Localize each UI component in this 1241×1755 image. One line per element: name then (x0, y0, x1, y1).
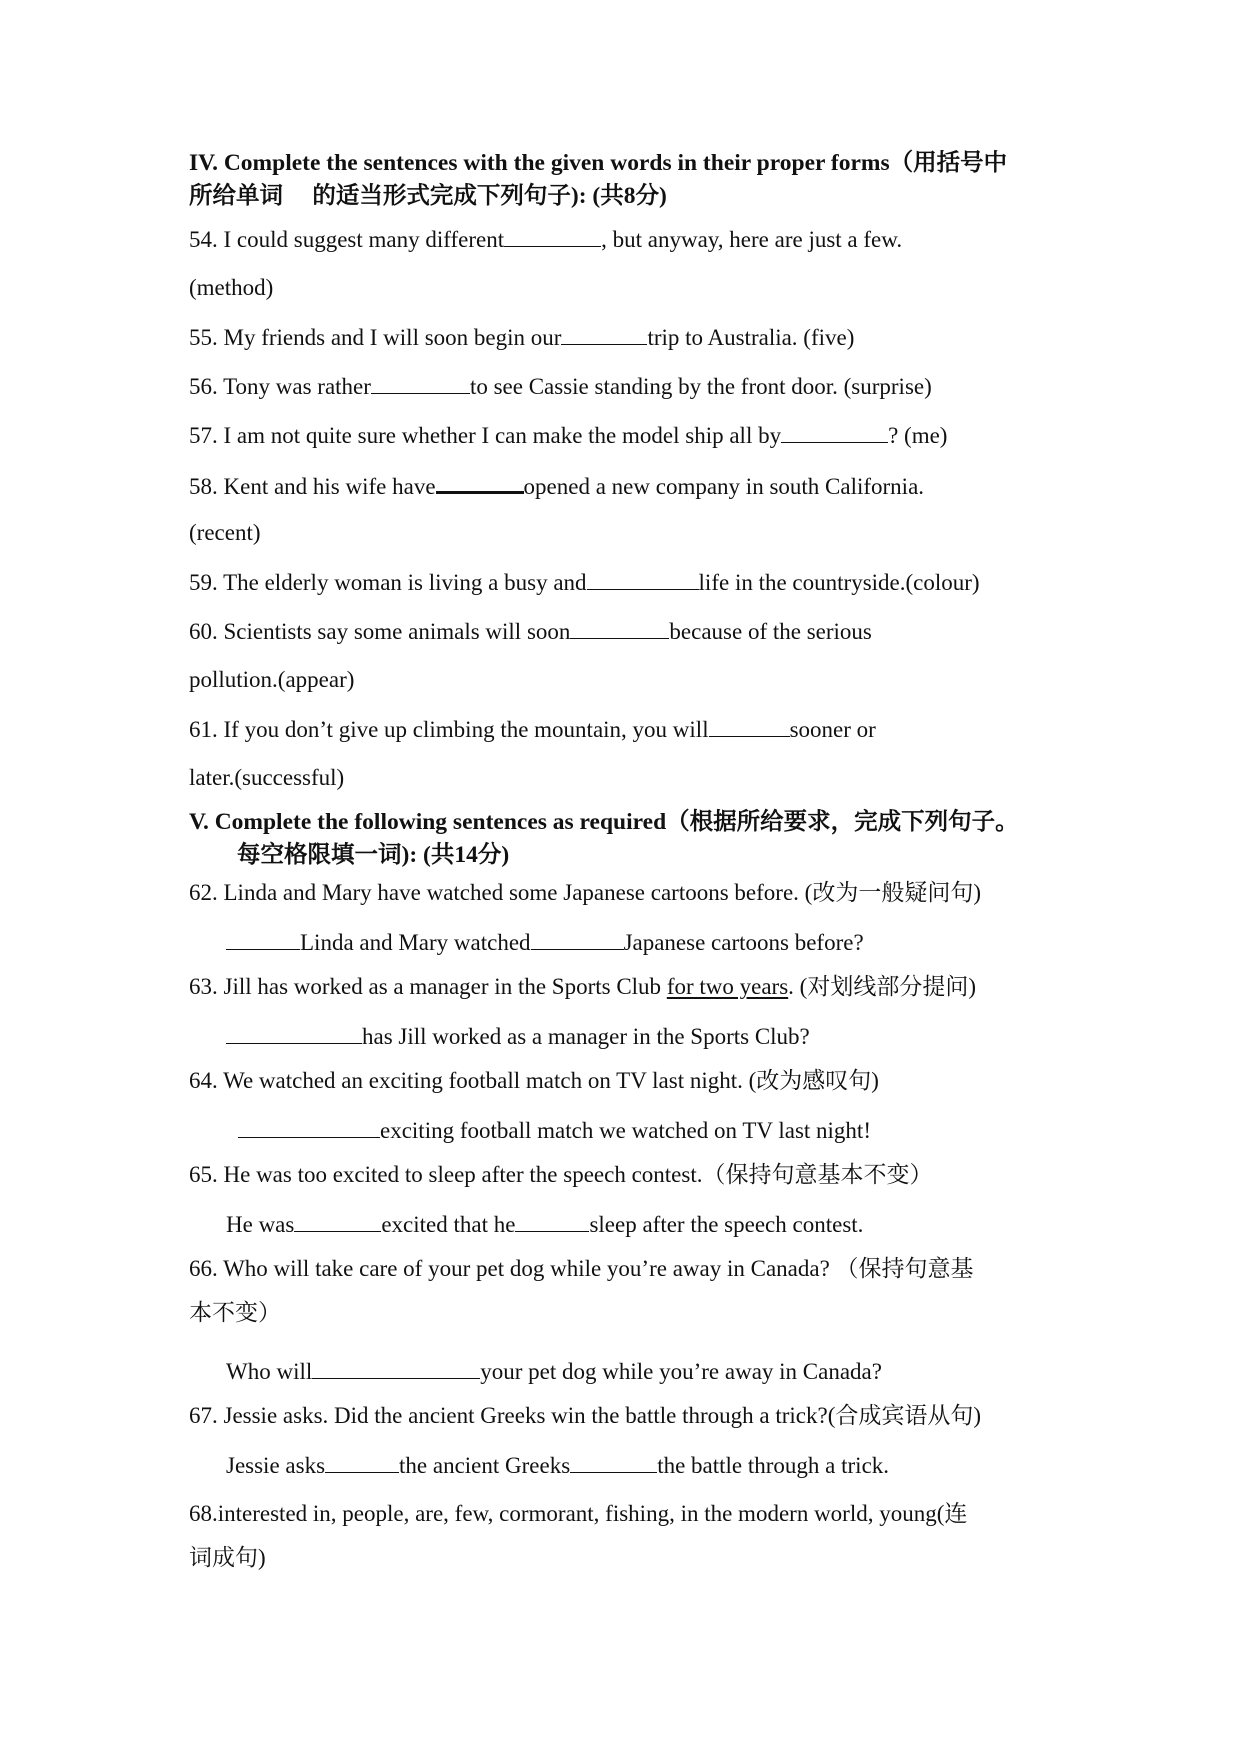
question-66-answer: Who will your pet dog while you’re away in Canada? (226, 1356, 882, 1387)
answer-blank[interactable] (781, 420, 888, 443)
question-68: 68.interested in, people, are, few, cormorant, fishing, in the modern world, young(连 (189, 1501, 968, 1526)
question-58: 58. Kent and his wife have opened a new company in south California. (189, 469, 924, 502)
answer-blank[interactable] (561, 322, 647, 345)
question-64: 64. We watched an exciting football match on TV last night. (改为感叹句) (189, 1068, 879, 1093)
answer-blank[interactable] (371, 371, 470, 394)
question-64-answer: exciting football match we watched on TV last night! (238, 1115, 871, 1146)
section-iv-heading-cont: 所给单词 的适当形式完成下列句子): (共8分) (189, 183, 667, 209)
question-59: 59. The elderly woman is living a busy and life in the countryside.(colour) (189, 567, 980, 598)
question-58-hint: (recent) (189, 520, 261, 545)
answer-blank[interactable] (325, 1450, 399, 1473)
answer-blank[interactable] (436, 469, 524, 494)
question-62: 62. Linda and Mary have watched some Japanese cartoons before. (改为一般疑问句) (189, 880, 981, 905)
question-63-answer: has Jill worked as a manager in the Sports Club? (226, 1021, 810, 1052)
question-63: 63. Jill has worked as a manager in the Sports Club for two years. (对划线部分提问) (189, 974, 976, 999)
section-iv-heading: IV. Complete the sentences with the given words in their proper forms（用括号中 (189, 150, 1008, 176)
question-60: 60. Scientists say some animals will soon because of the serious (189, 616, 872, 647)
question-54-hint: (method) (189, 275, 274, 300)
question-67-answer: Jessie asks the ancient Greeks the battle through a trick. (226, 1450, 889, 1481)
answer-blank[interactable] (570, 1450, 657, 1473)
question-66-cont: 本不变） (189, 1300, 281, 1325)
answer-blank[interactable] (238, 1115, 380, 1138)
answer-blank[interactable] (226, 1021, 362, 1044)
question-54: 54. I could suggest many different , but anyway, here are just a few. (189, 224, 902, 255)
question-61-hint: later.(successful) (189, 765, 345, 790)
question-68-cont: 词成句) (189, 1545, 266, 1570)
question-61: 61. If you don’t give up climbing the mountain, you will sooner or (189, 714, 876, 745)
answer-blank[interactable] (504, 224, 601, 247)
question-66: 66. Who will take care of your pet dog while you’re away in Canada? （保持句意基 (189, 1256, 974, 1281)
answer-blank[interactable] (226, 927, 300, 950)
question-60-hint: pollution.(appear) (189, 667, 355, 692)
answer-blank[interactable] (570, 616, 669, 639)
question-67: 67. Jessie asks. Did the ancient Greeks win the battle through a trick?(合成宾语从句) (189, 1403, 982, 1428)
answer-blank[interactable] (709, 714, 790, 737)
question-65-answer: He was excited that he sleep after the speech contest. (226, 1209, 863, 1240)
question-65: 65. He was too excited to sleep after the speech contest.（保持句意基本不变） (189, 1162, 933, 1187)
section-v-heading: V. Complete the following sentences as required（根据所给要求，完成下列句子。 (189, 809, 1019, 835)
question-55: 55. My friends and I will soon begin our trip to Australia. (five) (189, 322, 854, 353)
answer-blank[interactable] (531, 927, 624, 950)
question-57: 57. I am not quite sure whether I can make the model ship all by ? (me) (189, 420, 947, 451)
answer-blank[interactable] (587, 567, 699, 590)
question-62-answer: Linda and Mary watched Japanese cartoons before? (226, 927, 864, 958)
question-56: 56. Tony was rather to see Cassie standing by the front door. (surprise) (189, 371, 932, 402)
answer-blank[interactable] (312, 1356, 480, 1379)
answer-blank[interactable] (294, 1209, 381, 1232)
section-v-heading-cont: 每空格限填一词): (共14分) (237, 842, 510, 868)
underlined-phrase: for two years (666, 974, 789, 999)
answer-blank[interactable] (515, 1209, 589, 1232)
